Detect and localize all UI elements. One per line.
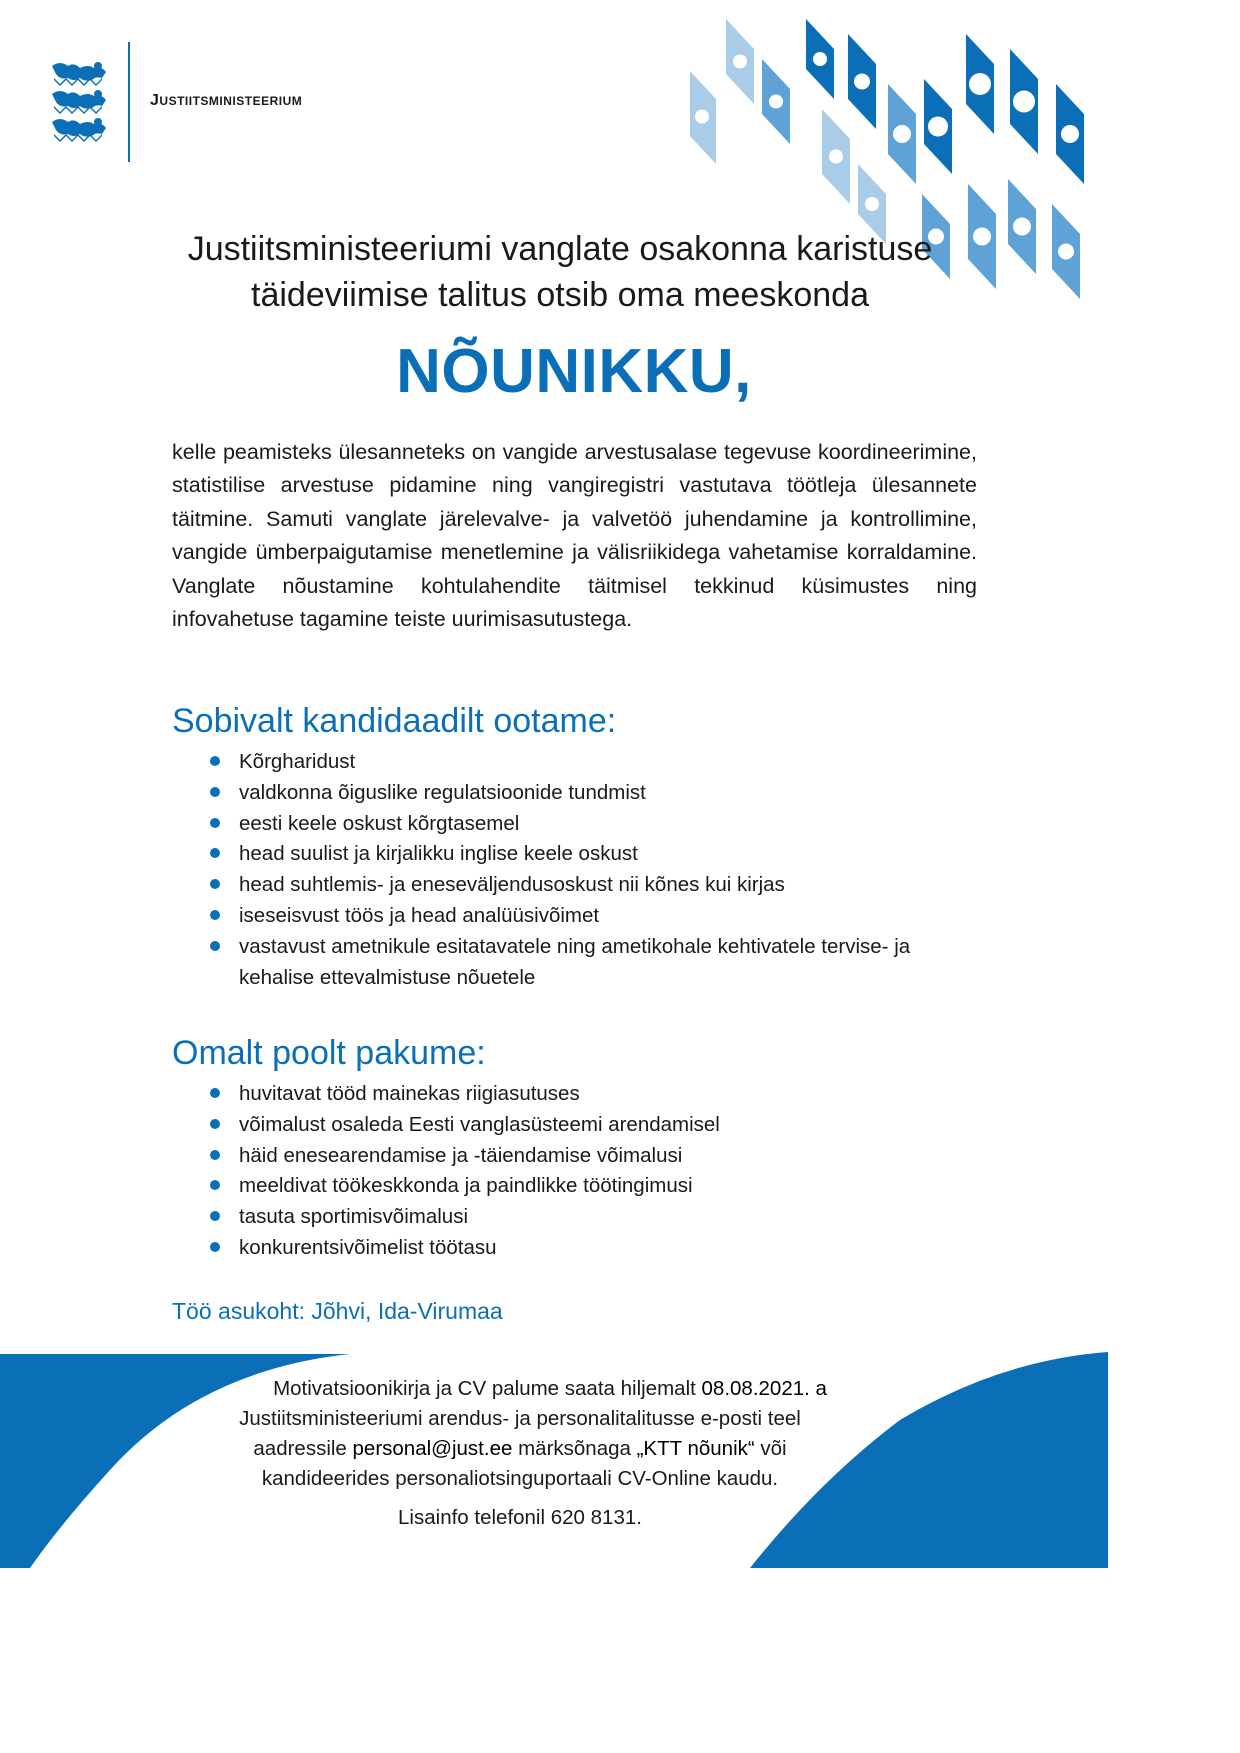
bullet-icon <box>210 910 220 920</box>
requirements-list <box>206 747 986 993</box>
wave-dot <box>1058 244 1074 260</box>
bullet-icon <box>210 848 220 858</box>
bullet-icon <box>210 879 220 889</box>
lion-shape <box>50 62 108 86</box>
logo-divider <box>128 42 130 162</box>
wave-dot <box>695 110 709 124</box>
bullet-icon <box>210 1150 220 1160</box>
bullet-icon <box>210 1242 220 1252</box>
list-item: meeldivat töökeskkonda ja paindlikke töötingimusi <box>206 1171 986 1202</box>
heading-line-2: täideviimise talitus otsib oma meeskonda <box>251 276 869 314</box>
bullet-icon <box>210 818 220 828</box>
list-item: huvitavat tööd mainekas riigiasutuses <box>206 1079 986 1110</box>
three-lions-coat-of-arms-icon <box>46 58 112 144</box>
heading-line-1: Justiitsministeeriumi vanglate osakonna karistuse <box>187 230 933 268</box>
organization-name: JUSTIITSMINISTEERIUM <box>150 92 303 109</box>
wave-dot <box>769 95 783 109</box>
wave-dot <box>829 150 843 164</box>
email-link[interactable]: personal@just.ee <box>352 1437 513 1460</box>
keyword: „KTT nõunik“ <box>636 1437 755 1460</box>
wave-dot <box>928 117 948 137</box>
bullet-icon <box>210 1119 220 1129</box>
list-item: head suulist ja kirjalikku inglise keele oskust <box>206 839 986 870</box>
wave-dot <box>893 125 911 143</box>
list-item: Kõrgharidust <box>206 747 986 778</box>
page-heading <box>130 226 990 318</box>
list-item: iseseisvust töös ja head analüüsivõimet <box>206 901 986 932</box>
wave-dot <box>813 52 827 66</box>
intro-paragraph: kelle peamisteks ülesanneteks on vangide arvestusalase tegevuse koordineerimine, statistilise arvestuse pidamine ning vangiregistri vastutava töötleja ülesannete täitmine. Samuti vanglate järelevalve- ja valvetöö juhendamine ja kontrollimine, vangide ümberpaigutamise menetlemine ja välisriikidega vahetamise korraldamine. Vanglate nõustamine kohtulahendite täitmisel tekkinud küsimustes ning infovahetuse tagamine teiste uurimisasutustega. <box>172 440 977 632</box>
bullet-icon <box>210 787 220 797</box>
list-item: head suhtlemis- ja eneseväljendusoskust nii kõnes kui kirjas <box>206 870 986 901</box>
bullet-icon <box>210 941 220 951</box>
offer-title: Omalt poolt pakume: <box>172 1034 486 1072</box>
coat-of-arms-logo <box>46 58 112 144</box>
bullet-icon <box>210 1088 220 1098</box>
list-item: vastavust ametnikule esitatavatele ning ametikohale kehtivatele tervise- ja kehalise ettevalmistuse nõuetele <box>206 932 986 994</box>
job-title: NÕUNIKKU, <box>396 337 752 406</box>
bullet-icon <box>210 756 220 766</box>
bullet-icon <box>210 1211 220 1221</box>
wave-dot <box>865 197 879 211</box>
list-item: häid enesearendamise ja -täiendamise võimalusi <box>206 1141 986 1172</box>
requirements-title: Sobivalt kandidaadilt ootame: <box>172 702 617 740</box>
bullet-icon <box>210 1180 220 1190</box>
wave-dot <box>1013 91 1035 113</box>
list-item: eesti keele oskust kõrgtasemel <box>206 809 986 840</box>
list-item: valdkonna õiguslike regulatsioonide tundmist <box>206 778 986 809</box>
application-instructions: Motivatsioonikirja ja CV palume saata hiljemalt 08.08.2021. a Justiitsministeeriumi arendus- ja personalitalitusse e-posti teel aadressile personal@just.ee märksõnaga „KTT nõunik“ või kandideerides personaliotsinguportaali CV-Online kaudu. <box>239 1377 827 1490</box>
job-location: Töö asukoht: Jõhvi, Ida-Virumaa <box>172 1298 503 1324</box>
offer-list <box>206 1079 986 1264</box>
list-item: võimalust osaleda Eesti vanglasüsteemi arendamisel <box>206 1110 986 1141</box>
deadline: 08.08.2021. a <box>701 1377 827 1400</box>
list-item: tasuta sportimisvõimalusi <box>206 1202 986 1233</box>
contact-info: Lisainfo telefonil 620 8131. <box>398 1506 642 1529</box>
wave-dot <box>1061 125 1079 143</box>
wave-dot <box>969 73 991 95</box>
wave-dot <box>733 55 747 69</box>
wave-dot <box>1013 218 1031 236</box>
list-item: konkurentsivõimelist töötasu <box>206 1233 986 1264</box>
wave-dot <box>854 74 870 90</box>
